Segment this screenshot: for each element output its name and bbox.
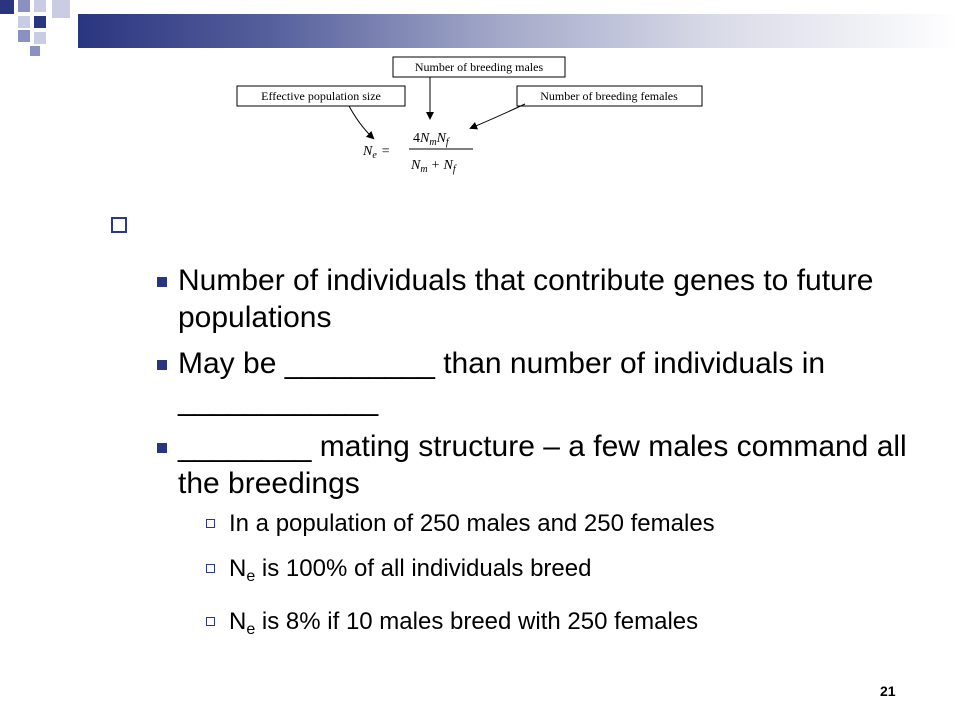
- arrow-breeding-females: [471, 104, 525, 128]
- sub-bullet-text: is 100% of all individuals breed: [255, 555, 592, 582]
- deco-square-7: [18, 30, 30, 42]
- ne-subscript: e: [246, 621, 256, 638]
- effective-population-diagram: [225, 48, 715, 188]
- hollow-square-bullet-icon: [206, 617, 215, 626]
- ne-prefix: N: [229, 555, 247, 582]
- bullet-text: Number of individuals that contribute genes to future populations: [178, 264, 874, 334]
- bullet-item: [157, 428, 937, 502]
- deco-square-6: [34, 16, 46, 28]
- numerator-nf-sub: f: [445, 137, 449, 148]
- sub-bullet-item: [157, 609, 937, 643]
- bullet-list: [157, 262, 937, 662]
- equals-sign: =: [381, 144, 390, 159]
- sub-bullet-text: is 8% if 10 males breed with 250 females: [255, 608, 699, 635]
- arrow-effective-pop: [349, 106, 373, 138]
- square-bullet-icon: [157, 277, 167, 287]
- label-breeding-females: Number of breeding females: [540, 89, 678, 103]
- ne-prefix: N: [229, 608, 247, 635]
- bullet-item: [157, 262, 937, 336]
- bullet-text: May be _________ than number of individuals in ____________: [178, 347, 826, 417]
- deco-square-2: [18, 0, 30, 12]
- bullet-item: [157, 345, 937, 419]
- denominator-nf-sub: f: [452, 164, 456, 175]
- equation-lhs: [362, 144, 390, 161]
- deco-square-8: [34, 32, 46, 44]
- deco-square-9: [30, 46, 40, 56]
- label-breeding-males: Number of breeding males: [414, 60, 544, 74]
- ne-subscript: e: [372, 150, 377, 161]
- deco-square-1: [0, 0, 14, 14]
- deco-square-4: [52, 0, 70, 18]
- sub-bullet-item: [157, 511, 937, 537]
- title-bar: [78, 14, 960, 48]
- hollow-square-bullet-icon: [206, 564, 215, 573]
- deco-square-3: [34, 0, 46, 12]
- label-effective-pop: Effective population size: [261, 89, 381, 103]
- ne-symbol: N: [363, 144, 373, 159]
- hollow-square-bullet-icon: [206, 519, 215, 528]
- square-bullet-icon: [157, 360, 167, 370]
- page-number: 21: [880, 683, 896, 699]
- deco-square-5: [18, 16, 30, 28]
- equation-numerator: [413, 131, 450, 148]
- empty-bullet-box: [111, 217, 127, 233]
- corner-decoration: [0, 0, 80, 60]
- denominator-nm: N: [411, 158, 421, 173]
- sub-bullet-item: [157, 556, 937, 590]
- plus-sign: +: [431, 158, 440, 173]
- numerator-nm: N: [420, 131, 430, 146]
- sub-bullet-text: In a population of 250 males and 250 females: [229, 510, 715, 537]
- numerator-coefficient: 4: [413, 131, 420, 146]
- denominator-nf: N: [443, 158, 453, 173]
- bullet-text: ________ mating structure – a few males command all the breedings: [178, 430, 907, 500]
- square-bullet-icon: [157, 443, 167, 453]
- denominator-nm-sub: m: [420, 164, 428, 175]
- numerator-nf: N: [436, 131, 446, 146]
- ne-subscript: e: [246, 568, 256, 585]
- numerator-nm-sub: m: [429, 137, 437, 148]
- equation-denominator: [410, 158, 457, 175]
